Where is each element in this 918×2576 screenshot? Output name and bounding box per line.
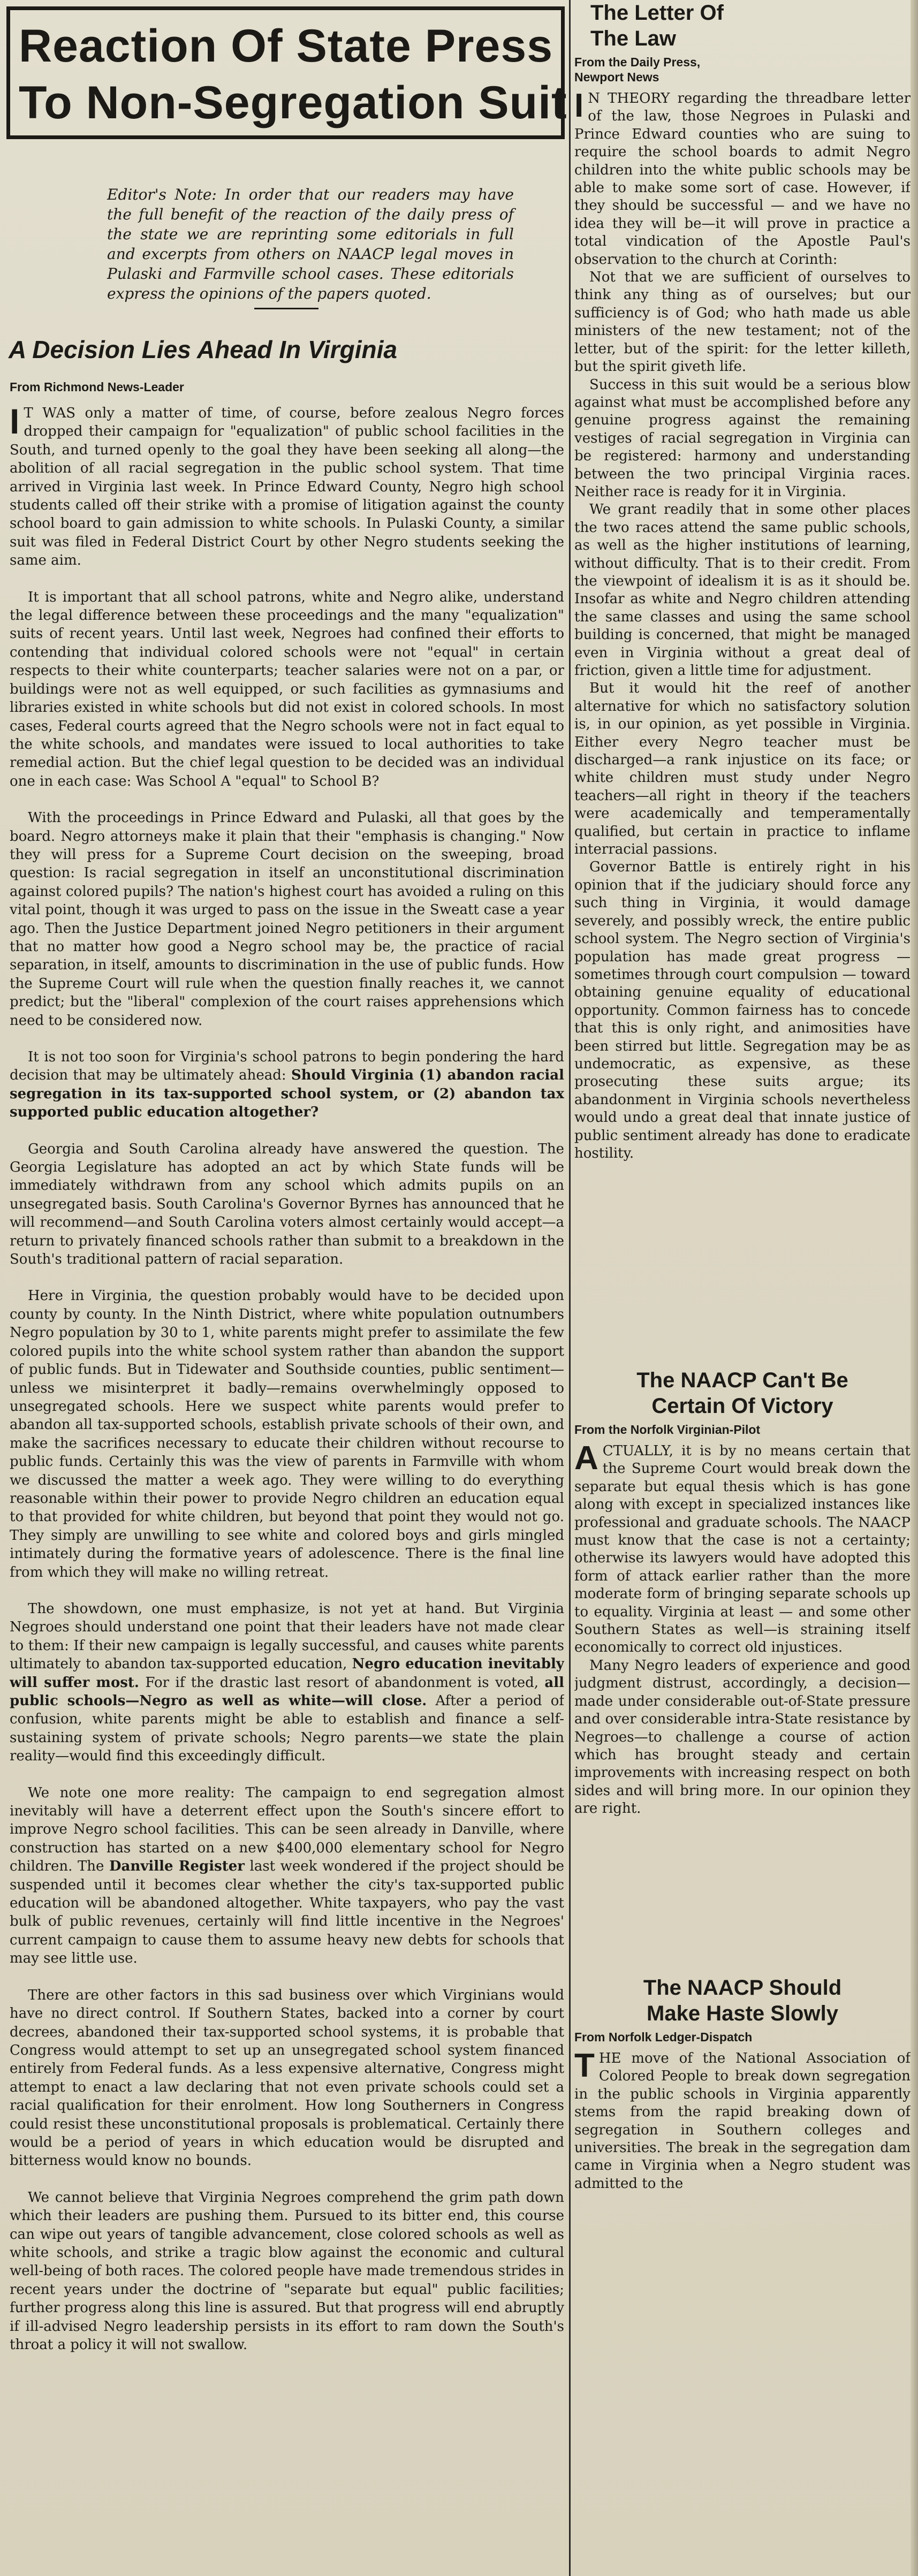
paragraph-text: It is not too soon for Virginia's school patrons to begin pondering the hard decision that may be ultimately ahead: (10, 1049, 564, 1084)
bold-text: Danville Register (109, 1858, 245, 1875)
paragraph: Here in Virginia, the question probably would have to be decided upon county by county. In the Ninth District, where white population outnumbers Negro population by 30 to 1, white parents might prefer to assimilate the few colored pupils into the white school system rather than abandon the support of public funds. But in Tidewater and Southside counties, public sentiment—unless we misinterpret it badly—remains overwhelmingly opposed to unsegregated schools. Here we suspect white parents would prefer to abandon all tax-supported schools, establish private schools of their own, and make the sacrifices necessary to educate their children without recourse to public funds. Certainly this was the view of parents in Farmville with whom we discussed the matter a week ago. They were willing to do everything reasonable within their power to provide Negro children an education equal to that provided for white children, but beyond that point they would not go. They simply are unwilling to see white and colored boys and girls mingled intimately during the formative years of adolescence. There is the final line from which they will make no willing retreat. (10, 1288, 564, 1580)
bold-text: all public schools—Negro as well as white—will close. (10, 1674, 564, 1709)
main-article-body (10, 404, 564, 2566)
bold-text: Negro education inevitably will suffer most. (10, 1656, 564, 1691)
naacp-cant-be-certain-article (574, 1367, 911, 1967)
paragraph: We cannot believe that Virginia Negroes comprehend the grim path down which their leaders are pushing them. Pursued to its bitter end, this course can wipe out years of tangible advancement, close colored schools as well as white schools, and strike a tragic blow against the economic and cultural well-being of both races. The colored people have made tremendous strides in recent years under the doctrine of "separate but equal" public facilities; further progress along this line is assured. But that progress will end abruptly if ill-advised Negro leadership persists in its effort to ram down the South's throat a policy it will not swallow. (10, 2189, 564, 2353)
drop-cap: T (574, 2047, 595, 2084)
paragraph-text: last week wondered if the project should be suspended until it becomes clear whether the city's tax-supported public education will be abandoned altogether. White taxpayers, who pay the vast bulk of public revenues, certainly will find little incentive in the Negroes' current campaign to cause them to assume heavy new debts for schools that may see little use. (10, 1858, 564, 1967)
drop-cap: A (574, 1440, 598, 1477)
paragraph: We grant readily that in some other places the two races attend the same public schools, as well as the higher institutions of learning, without difficulty. That is to their credit. From the viewpoint of idealism it is as it should be. Insofar as white and Negro children attending the same classes and using the same school building is concerned, that might be managed even in Virginia without a great deal of friction, given a little time for adjustment. (574, 501, 911, 679)
paragraph (10, 404, 564, 570)
paragraph (10, 1784, 564, 1968)
drop-cap: I (574, 87, 584, 124)
source-line: Newport News (574, 70, 659, 84)
letter-of-the-law-article (574, 0, 911, 1338)
paragraph-text: HE move of the National Association of Colored People to break down segregation in the public schools in Virginia apparently stems from the rapid breaking down of segregation in Southern colleges and universities. The break in the segregation dam came in Virginia when a Negro student was admitted to the (574, 2050, 911, 2192)
paragraph (574, 2047, 911, 2193)
letter-title-line-2: The Law (590, 27, 677, 50)
paragraph: With the proceedings in Prince Edward and Pulaski, all that goes by the board. Negro attorneys make it plain that their "emphasis is changing." Now they will press for a Supreme Court decision on the sweeping, broad question: Is racial segregation in itself an unconstitutional discrimination against colored pupils? The nation's highest court has avoided a ruling on this vital point, though it was urged to pass on the issue in the Sweatt case a year ago. Then the Justice Department joined Negro petitioners in their argument that no matter how good a Negro school may be, the practice of racial separation, in itself, amounts to discrimination in the use of public funds. How the Supreme Court will rule when the question finally reaches it, we cannot predict; but the "liberal" complexion of the court raises apprehensions which need to be considered now. (10, 810, 564, 1029)
paragraph: Governor Battle is entirely right in his opinion that if the judiciary should force any such thing in Virginia, it would damage severely, and possibly wreck, the entire public school system. The Negro section of Virginia's population has made great progress — sometimes through court compulsion — toward obtaining genuine equality of educational opportunity. Common fairness has to concede that this is only right, and animosities have been stirred but little. Segregation may be as undemocratic, as expensive, as these prosecuting these suits argue; its abandonment in Virginia schools nevertheless would undo a great deal that innate justice of public sentiment already has done to eradicate hostility. (574, 859, 911, 1161)
paragraph: There are other factors in this sad business over which Virginians would have no direct control. If Southern States, backed into a corner by court decrees, abandoned their tax-supported school systems, it is probable that Congress would attempt to set up an unsegregated school system financed entirely from Federal funds. As a less expensive alternative, Congress might attempt to enact a law declaring that not even private schools could set a racial qualification for their enrolment. How long Southerners in Congress could resist these unconstitutional proposals is problematical. Certainly there would be a period of years in which education would be disrupted and bitterness would know no bounds. (10, 1987, 564, 2169)
paragraph: Not that we are sufficient of ourselves to think any thing as of ourselves; but our sufficiency is of God; who hath made us able ministers of the new testament; not of the letter, but of the spirit: for the letter killeth, but the spirit giveth life. (574, 269, 911, 375)
naacp-haste-source: From Norfolk Ledger-Dispatch (574, 2030, 753, 2044)
paragraph: Georgia and South Carolina already have answered the question. The Georgia Legislature has adopted an act by which State funds will be immediately withdrawn from any school which admits pupils on an unsegregated basis. South Carolina's Governor Byrnes has announced that he will recommend—and South Carolina voters almost certainly would accept—a return to privately financed schools rather than submit to a breakdown in the South's traditional pattern of racial separation. (10, 1141, 564, 1268)
main-article-title: A Decision Lies Ahead In Virginia (9, 336, 397, 363)
paragraph: Success in this suit would be a serious blow against what must be accomplished before any genuine progress against the remaining vestiges of racial segregation in Virginia can be registered: harmony and understanding between the two principal Virginia races. Neither race is ready for it in Virginia. (574, 376, 911, 500)
source-line: From the Daily Press, (574, 55, 701, 69)
paragraph-text: CTUALLY, it is by no means certain that the Supreme Court would break down the separate but equal thesis which is has gone along with except in specialized instances like professional and graduate schools. The NAACP must know that the case is not a certainty; otherwise its lawyers would have adopted this form of attack earlier rather than the more moderate form of bringing separate schools up to equality. Virginia at least — and some other Southern States as well—is straining itself economically to correct old injustices. (574, 1443, 911, 1656)
paragraph-text: T WAS only a matter of time, of course, before zealous Negro forces dropped their campaign for "equalization" of public school facilities in the South, and turned openly to the goal they have been seeking all along—the abolition of all racial segregation in the public school system. That time arrived in Virginia last week. In Prince Edward County, Negro high school students called off their strike with a promise of litigation against the county school board to gain admission to white schools. In Pulaski County, a similar suit was filed in Federal District Court by other Negro students seeking the same aim. (10, 405, 564, 569)
editors-note: Editor's Note: In order that our readers may have the full benefit of the reaction of the daily press of the state we are reprinting some editorials in full and excerpts from others on NAACP legal moves in Pulaski and Farmville school cases. These editorials express the opinions of the papers quoted. (107, 186, 514, 302)
paragraph-text: After a period of confusion, white parents might be able to establish and finance a self-sustaining system of private schools; Negro parents—we state the plain reality—would find this exceedingly difficult. (10, 1693, 564, 1765)
bold-question: Should Virginia (1) abandon racial segregation in its tax-supported school system, or (2) abandon tax supported public education altogether? (10, 1067, 564, 1121)
paragraph-text: For if the drastic last resort of abandonment is voted, (145, 1674, 539, 1691)
naacp-cant-title-line-2: Certain Of Victory (651, 1394, 833, 1418)
column-rule (569, 0, 571, 2576)
paragraph: It is important that all school patrons, white and Negro alike, understand the legal difference between these proceedings and the many "equalization" suits of recent years. Until last week, Negroes had confined their efforts to contending that individual colored schools were not "equal" in certain respects to their white counterparts; teacher salaries were not on a par, or buildings were not as well equipped, or such facilities as gymnasiums and libraries existed in white schools but did not exist in colored schools. In most cases, Federal courts agreed that the Negro schools were not in fact equal to the white schools, and mandates were issued to local authorities to take remedial action. But the chief legal question to be decided was an individual one in each case: Was School A "equal" to School B? (10, 589, 564, 789)
headline-line-1: Reaction Of State Press (19, 20, 553, 72)
paragraph: Many Negro leaders of experience and good judgment distrust, accordingly, a decision—made under considerable out-of-State pressure and over considerable intra-State resistance by Negroes—to challenge a course of action which has brought steady and certain improvements with increasing respect on both sides and will bring more. In our opinion they are right. (574, 1657, 911, 1817)
paragraph (10, 1600, 564, 1766)
paragraph (574, 1442, 911, 1657)
naacp-cant-source: From the Norfolk Virginian-Pilot (574, 1423, 761, 1437)
paragraph-text: We note one more reality: The campaign to end segregation almost inevitably will have a deterrent effect upon the South's sincere effort to improve Negro school facilities. This can be seen already in Danville, where construction has started on a new $400,000 elementary school for Negro children. The (10, 1784, 564, 1875)
paragraph-text: N THEORY regarding the threadbare letter of the law, those Negroes in Pulaski and Prince Edward counties who are suing to require the school boards to admit Negro children into the white public schools may be able to make some sort of case. However, if they should be successful — and we have no idea they will be—it will prove in practice a total vindication of the Apostle Paul's observation to the church at Corinth: (574, 90, 911, 268)
main-article-source: From Richmond News-Leader (10, 380, 184, 394)
drop-cap: I (10, 404, 20, 441)
divider (254, 308, 318, 309)
letter-title-line-1: The Letter Of (590, 1, 724, 25)
paragraph (10, 1048, 564, 1122)
headline-line-2: To Non-Segregation Suit (19, 77, 567, 128)
letter-source (574, 55, 911, 85)
page-edge (911, 0, 918, 2576)
naacp-haste-title-line-1: The NAACP Should (643, 1976, 842, 2000)
naacp-make-haste-article (574, 1975, 911, 2569)
paragraph-text: The showdown, one must emphasize, is not yet at hand. But Virginia Negroes should understand one point that their leaders have not made clear to them: If their new campaign is legally successful, and causes white parents ultimately to abandon tax-supported education, (10, 1600, 564, 1673)
paragraph: But it would hit the reef of another alternative for which no satisfactory solution is, in our opinion, as yet possible in Virginia. Either every Negro teacher must be discharged—a rank injustice on its face; or white children must study under Negro teachers—all right in theory if the teachers were academically and temperamentally qualified, but certain in practice to inflame interracial passions. (574, 680, 911, 858)
naacp-haste-title-line-2: Make Haste Slowly (647, 2002, 838, 2025)
naacp-cant-title-line-1: The NAACP Can't Be (636, 1369, 848, 1392)
paragraph (574, 87, 911, 269)
headline-box (6, 6, 565, 139)
